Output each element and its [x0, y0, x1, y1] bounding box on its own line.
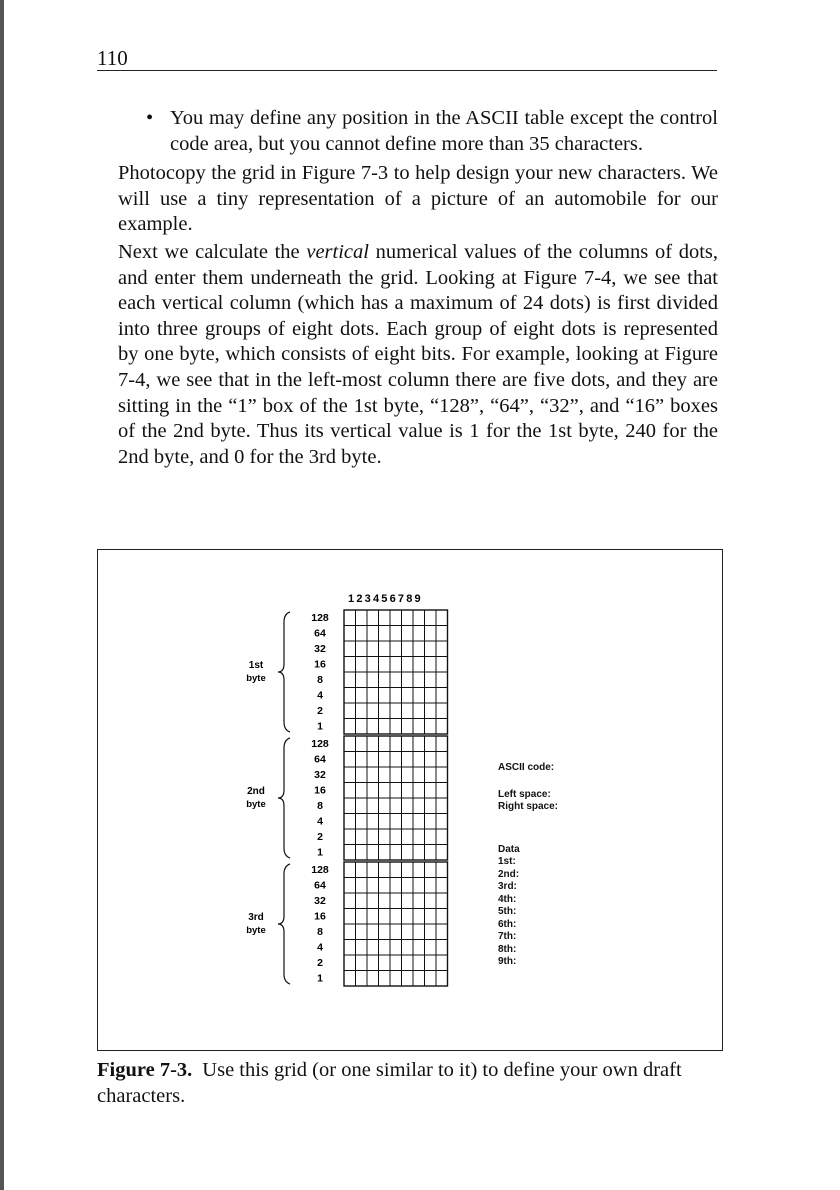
bit-value-label: 1	[317, 720, 323, 733]
emphasis-vertical: vertical	[306, 240, 369, 263]
data-row: 5th:	[498, 906, 517, 917]
bullet-item	[146, 106, 718, 157]
bit-value-label: 128	[311, 864, 329, 877]
data-row: 2nd:	[498, 868, 520, 880]
bit-value-label: 1	[317, 846, 323, 859]
data-row: 4th:	[498, 893, 517, 905]
bit-value-label: 64	[314, 627, 326, 640]
brace-shape	[278, 612, 290, 732]
byte-label-line2: byte	[246, 799, 266, 810]
bit-value-label: 32	[314, 895, 326, 908]
figure-caption	[97, 1058, 717, 1109]
data-heading: Data	[498, 843, 520, 855]
bit-value-label: 16	[314, 910, 326, 923]
bit-value-label: 8	[317, 800, 323, 813]
body-text	[118, 106, 718, 470]
right-space-label: Right space:	[498, 801, 559, 812]
byte-label-line1: 2nd	[247, 786, 265, 797]
byte-label-line1: 3rd	[248, 912, 264, 923]
bit-value-label: 32	[314, 643, 326, 656]
data-row: 9th:	[498, 956, 517, 967]
bit-value-label: 8	[317, 926, 323, 939]
header-rule	[97, 70, 717, 71]
byte-labels	[246, 660, 266, 936]
dot-grid	[344, 610, 448, 986]
data-row: 7th:	[498, 931, 517, 942]
byte-label-line2: byte	[246, 925, 266, 936]
bit-value-label: 8	[317, 674, 323, 687]
bit-value-label: 32	[314, 769, 326, 782]
bit-value-label: 4	[317, 815, 323, 828]
bit-value-label: 16	[314, 784, 326, 797]
caption-label: Figure 7-3.	[97, 1059, 193, 1081]
brace-shape	[278, 738, 290, 858]
byte-label-line2: byte	[246, 673, 266, 684]
bit-value-label: 2	[317, 957, 323, 970]
bit-value-label: 4	[317, 689, 323, 702]
paragraph-photocopy-text: Photocopy the grid in Figure 7-3 to help design your new characters. We will use a tiny representation of a picture of an automobile for our example.	[118, 162, 718, 236]
grid-diagram	[98, 550, 722, 1050]
bit-value-label: 128	[311, 612, 329, 625]
byte-label-line1: 1st	[248, 660, 264, 671]
figure-7-3	[97, 549, 723, 1051]
brace-shape	[278, 864, 290, 984]
data-row: 8th:	[498, 943, 517, 955]
bullet-text: You may define any position in the ASCII table except the control code area, but you cannot define more than 35 characters.	[170, 107, 718, 155]
bit-value-label: 4	[317, 941, 323, 954]
data-row: 6th:	[498, 918, 517, 930]
left-space-label: Left space:	[498, 788, 551, 800]
bit-value-label: 2	[317, 831, 323, 844]
ascii-info-panel	[498, 762, 558, 969]
bit-value-label: 64	[314, 879, 326, 892]
data-row: 3rd:	[498, 881, 517, 892]
bit-value-label: 16	[314, 658, 326, 671]
ascii-code-label: ASCII code:	[498, 762, 555, 773]
caption-text: Use this grid (or one similar to it) to define your own draft characters.	[97, 1059, 682, 1107]
bit-value-labels	[311, 612, 329, 985]
page-number: 110	[97, 46, 128, 70]
page-scan-edge	[0, 0, 4, 1190]
bit-value-label: 64	[314, 753, 326, 766]
data-row: 1st:	[498, 856, 516, 867]
paragraph-photocopy	[118, 161, 718, 238]
column-numbers: 123456789	[348, 593, 423, 605]
bit-value-label: 2	[317, 705, 323, 718]
byte-braces	[278, 612, 290, 984]
bullet-dot-icon: •	[146, 107, 154, 129]
bit-value-label: 1	[317, 972, 323, 985]
paragraph-vertical-end: numerical values of the columns of dots, and enter them underneath the grid. Looking at Figure 7-4, we see that each vertical column (which has a maximum of 24 dots) is first divided into three groups of eight dots. Each group of eight dots is represented by one byte, which consists of eight bits. For example, looking at Figure 7-4, we see that in the left-most column there are five dots, and they are sitting in the “1” box of the 1st byte, “128”, “64”, “32”, and “16” boxes of the 2nd byte. Thus its vertical value is 1 for the 1st byte, 240 for the 2nd byte, and 0 for the 3rd byte.	[118, 240, 718, 468]
bit-value-label: 128	[311, 738, 329, 751]
paragraph-vertical-start: Next we calculate the	[118, 240, 307, 263]
paragraph-vertical-values	[118, 240, 718, 470]
